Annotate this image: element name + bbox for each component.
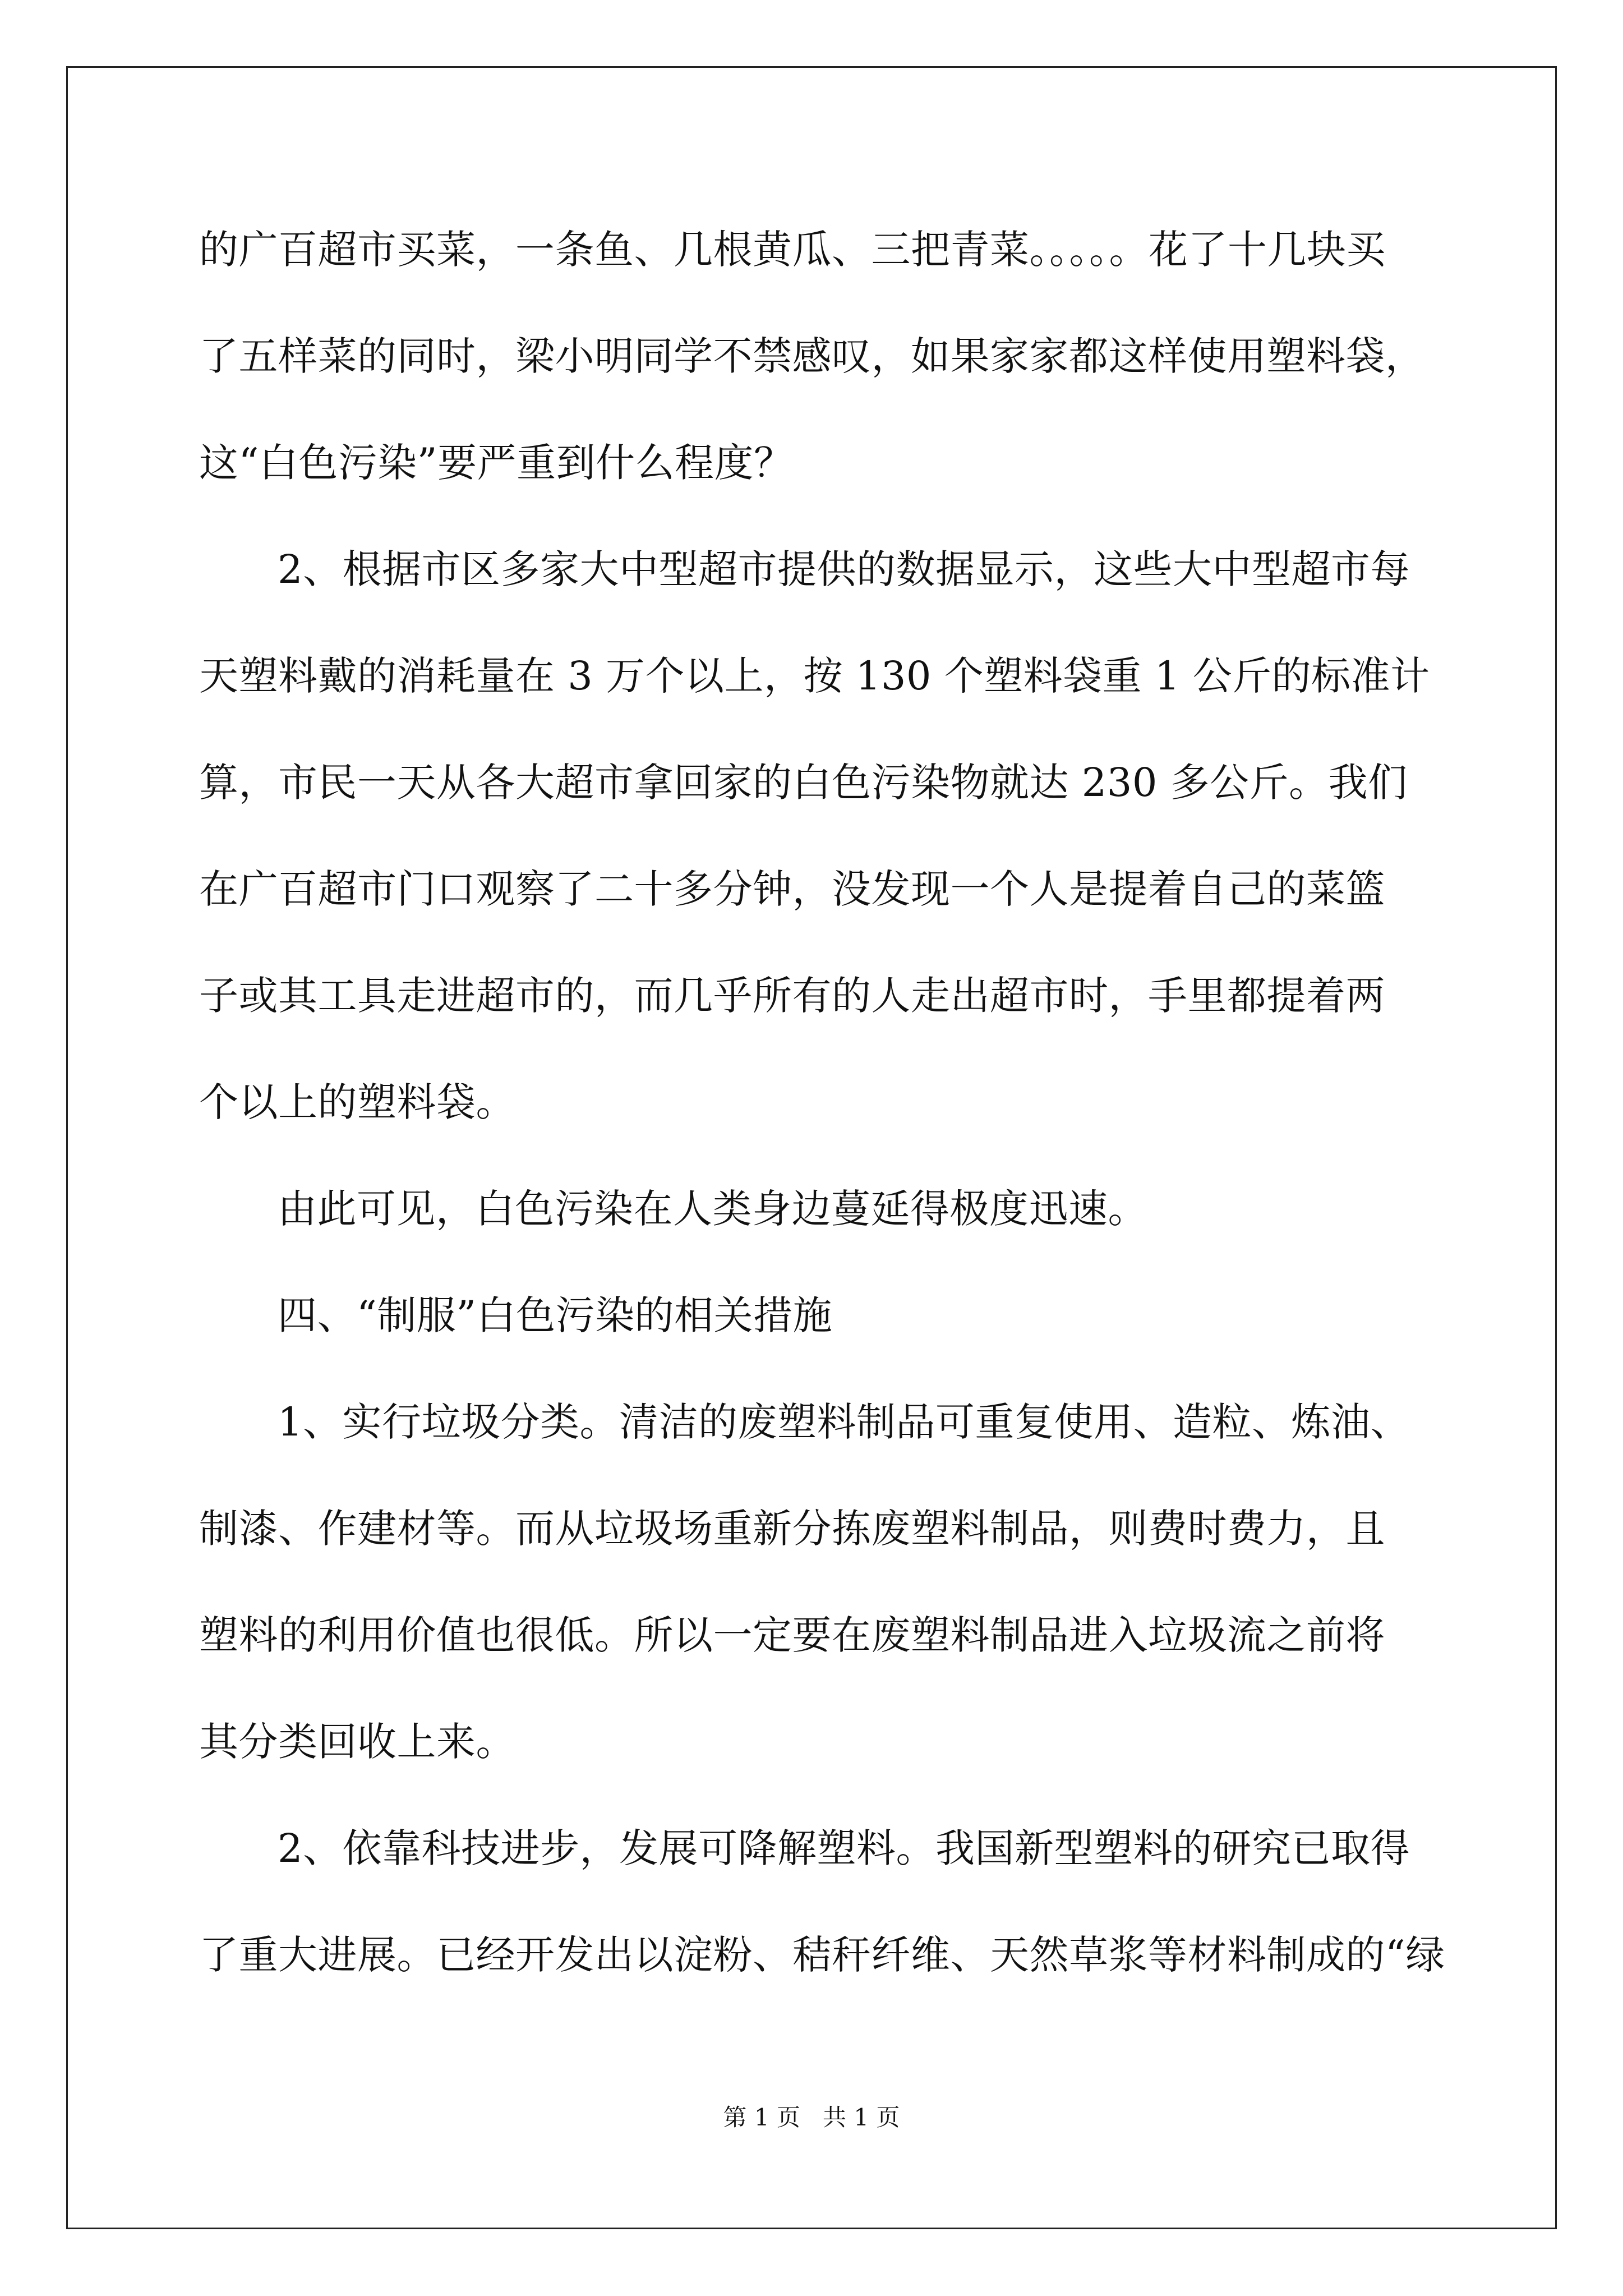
text-line: 天塑料戴的消耗量在 3 万个以上，按 130 个塑料袋重 1 公斤的标准计 [199,653,1430,699]
paragraph-start-line: 由此可见，白色污染在人类身边蔓延得极度迅速。 [278,1186,1147,1232]
text-line: 个以上的塑料袋。 [199,1079,515,1125]
text-line: 子或其工具走进超市的，而几乎所有的人走出超市时，手里都提着两 [199,973,1385,1019]
text-line: 这“白色污染”要严重到什么程度？ [199,440,794,486]
section-heading: 四、“制服”白色污染的相关措施 [278,1292,833,1338]
text-line: 塑料的利用价值也很低。所以一定要在废塑料制品进入垃圾流之前将 [199,1612,1385,1658]
page-border [66,66,1557,2229]
text-line: 其分类回收上来。 [199,1719,515,1765]
text-line: 制漆、作建材等。而从垃圾场重新分拣废塑料制品，则费时费力，且 [199,1506,1385,1552]
paragraph-start-line: 2、根据市区多家大中型超市提供的数据显示，这些大中型超市每 [278,546,1410,592]
text-line: 了五样菜的同时，梁小明同学不禁感叹，如果家家都这样使用塑料袋， [199,333,1425,379]
paragraph-start-line: 1、实行垃圾分类。清洁的废塑料制品可重复使用、造粒、炼油、 [278,1399,1410,1445]
text-line: 了重大进展。已经开发出以淀粉、秸秆纤维、天然草浆等材料制成的“绿 [199,1932,1445,1978]
text-line: 在广百超市门口观察了二十多分钟，没发现一个人是提着自己的菜篮 [199,866,1385,912]
text-line: 的广百超市买菜，一条鱼、几根黄瓜、三把青菜。。。。。花了十几块买 [199,227,1386,273]
text-line: 算，市民一天从各大超市拿回家的白色污染物就达 230 多公斤。我们 [199,760,1408,806]
page-number-footer: 第 1 页 共 1 页 [723,2104,900,2131]
paragraph-start-line: 2、依靠科技进步，发展可降解塑料。我国新型塑料的研究已取得 [278,1825,1410,1871]
